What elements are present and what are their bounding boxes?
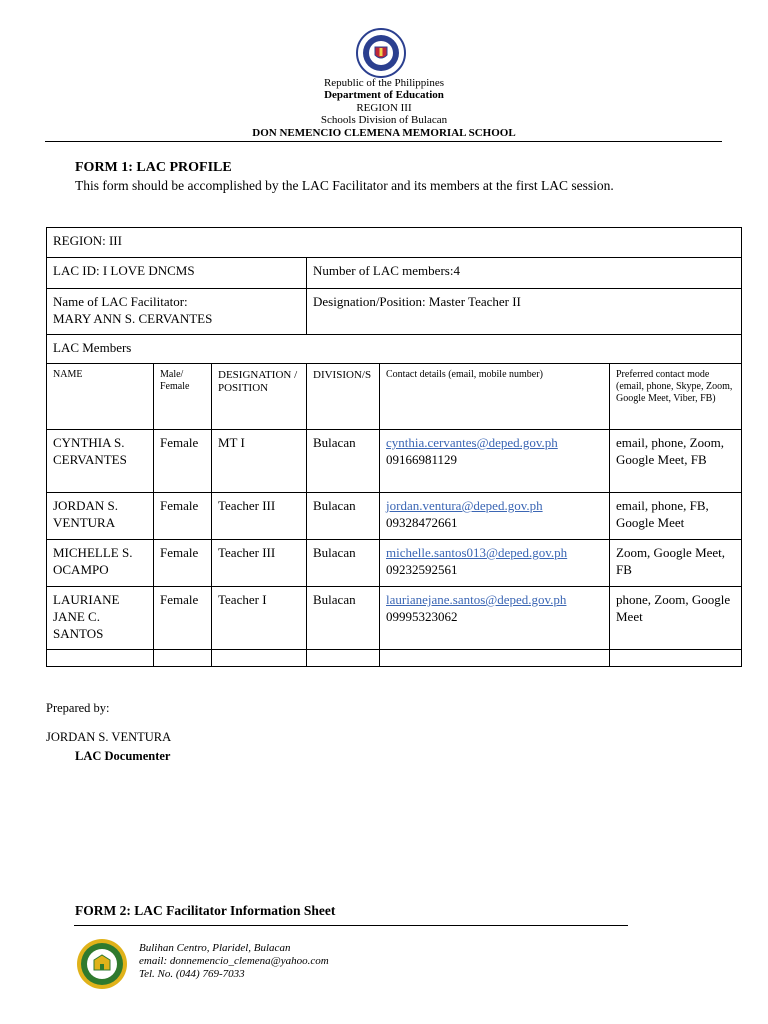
footer-tel: Tel. No. (044) 769-7033 bbox=[139, 968, 245, 980]
designation-cell: Designation/Position: Master Teacher II bbox=[307, 289, 742, 335]
header-department: Department of Education bbox=[324, 89, 444, 101]
member-contact bbox=[380, 493, 610, 540]
facilitator-name: MARY ANN S. CERVANTES bbox=[53, 311, 213, 326]
member-name: JORDAN S. VENTURA bbox=[47, 493, 154, 540]
lac-id-cell: LAC ID: I LOVE DNCMS bbox=[47, 258, 307, 289]
member-division: Bulacan bbox=[307, 587, 380, 650]
member-sex: Female bbox=[154, 493, 212, 540]
empty-cell bbox=[154, 650, 212, 667]
member-mobile: 09328472661 bbox=[386, 515, 458, 530]
header-republic: Republic of the Philippines bbox=[323, 77, 445, 89]
footer-email[interactable]: email: donnemencio_clemena@yahoo.com bbox=[139, 955, 329, 967]
school-logo bbox=[76, 938, 128, 990]
form1-description: This form should be accomplished by the LAC Facilitator and its members at the first LAC session. bbox=[75, 178, 614, 193]
form2-title: FORM 2: LAC Facilitator Information Sheet bbox=[75, 903, 336, 918]
member-email-link[interactable]: jordan.ventura@deped.gov.ph bbox=[386, 498, 543, 513]
empty-cell bbox=[610, 650, 742, 667]
empty-cell bbox=[47, 650, 154, 667]
member-division: Bulacan bbox=[307, 540, 380, 587]
col-header-division: DIVISION/S bbox=[307, 364, 380, 430]
member-mode: email, phone, Zoom, Google Meet, FB bbox=[610, 430, 742, 493]
col-header-contact: Contact details (email, mobile number) bbox=[380, 364, 610, 430]
table-row bbox=[47, 430, 742, 493]
member-mobile: 09995323062 bbox=[386, 609, 458, 624]
header-division: Schools Division of Bulacan bbox=[320, 114, 448, 126]
empty-cell bbox=[380, 650, 610, 667]
member-contact bbox=[380, 540, 610, 587]
col-header-designation: DESIGNATION / POSITION bbox=[212, 364, 307, 430]
member-designation: Teacher III bbox=[212, 540, 307, 587]
member-contact bbox=[380, 587, 610, 650]
table-row bbox=[47, 493, 742, 540]
deped-seal-logo bbox=[356, 28, 406, 78]
member-name: LAURIANE JANE C. SANTOS bbox=[47, 587, 154, 650]
col-header-sex: Male/ Female bbox=[154, 364, 212, 430]
header-region: REGION III bbox=[356, 102, 412, 114]
form1-title: FORM 1: LAC PROFILE bbox=[75, 160, 232, 175]
member-mode: Zoom, Google Meet, FB bbox=[610, 540, 742, 587]
member-name: CYNTHIA S. CERVANTES bbox=[47, 430, 154, 493]
member-sex: Female bbox=[154, 587, 212, 650]
region-cell: REGION: III bbox=[47, 228, 742, 258]
member-mode: phone, Zoom, Google Meet bbox=[610, 587, 742, 650]
member-sex: Female bbox=[154, 540, 212, 587]
member-division: Bulacan bbox=[307, 430, 380, 493]
member-email-link[interactable]: laurianejane.santos@deped.gov.ph bbox=[386, 592, 567, 607]
lac-profile-table bbox=[46, 227, 742, 667]
member-mobile: 09166981129 bbox=[386, 452, 458, 467]
prepared-by-name: JORDAN S. VENTURA bbox=[46, 730, 172, 744]
member-email-link[interactable]: michelle.santos013@deped.gov.ph bbox=[386, 545, 568, 560]
empty-cell bbox=[212, 650, 307, 667]
member-email-link[interactable]: cynthia.cervantes@deped.gov.ph bbox=[386, 435, 558, 450]
facilitator-cell bbox=[47, 289, 307, 335]
col-header-name: NAME bbox=[47, 364, 154, 430]
member-name: MICHELLE S. OCAMPO bbox=[47, 540, 154, 587]
footer-divider bbox=[74, 925, 628, 926]
member-count-cell: Number of LAC members:4 bbox=[307, 258, 742, 289]
member-division: Bulacan bbox=[307, 493, 380, 540]
member-designation: Teacher III bbox=[212, 493, 307, 540]
member-designation: MT I bbox=[212, 430, 307, 493]
header-school-name: DON NEMENCIO CLEMENA MEMORIAL SCHOOL bbox=[252, 127, 516, 139]
prepared-by-label: Prepared by: bbox=[46, 701, 110, 715]
prepared-by-role: LAC Documenter bbox=[75, 749, 171, 763]
member-mobile: 09232592561 bbox=[386, 562, 458, 577]
member-designation: Teacher I bbox=[212, 587, 307, 650]
member-sex: Female bbox=[154, 430, 212, 493]
table-row-empty bbox=[47, 650, 742, 667]
footer-address: Bulihan Centro, Plaridel, Bulacan bbox=[139, 942, 291, 954]
col-header-mode: Preferred contact mode (email, phone, Skype, Zoom, Google Meet, Viber, FB) bbox=[610, 364, 742, 430]
member-contact bbox=[380, 430, 610, 493]
table-row bbox=[47, 540, 742, 587]
members-label-cell: LAC Members bbox=[47, 335, 742, 364]
facilitator-label: Name of LAC Facilitator: bbox=[53, 294, 188, 309]
header-divider bbox=[45, 141, 722, 142]
table-row bbox=[47, 587, 742, 650]
empty-cell bbox=[307, 650, 380, 667]
member-mode: email, phone, FB, Google Meet bbox=[610, 493, 742, 540]
